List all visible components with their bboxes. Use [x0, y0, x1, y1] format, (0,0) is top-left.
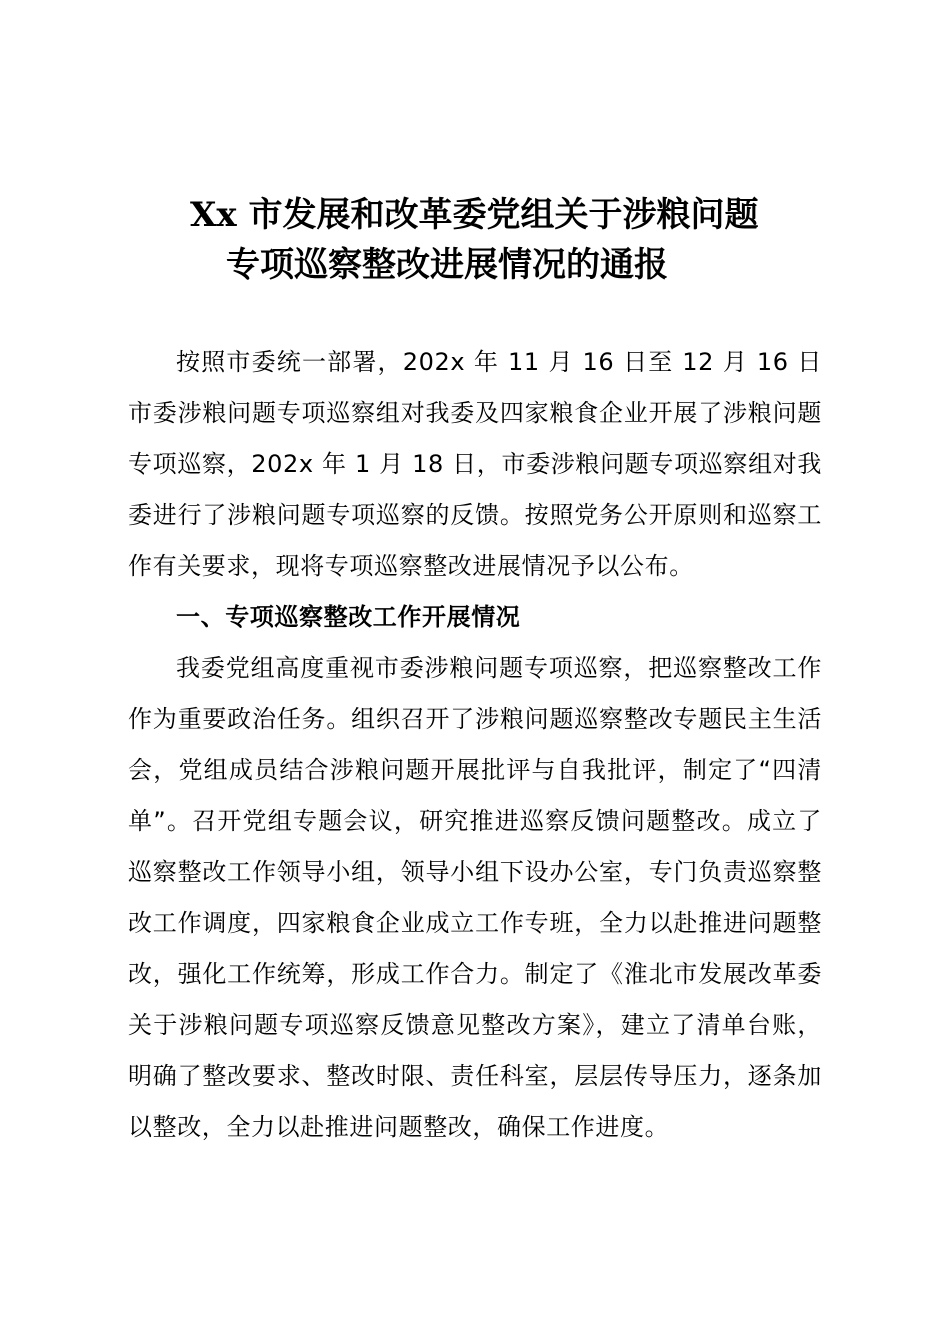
- intro-paragraph: 按照市委统一部署，202x 年 11 月 16 日至 12 月 16 日市委涉粮问题专项巡察组对我委及四家粮食企业开展了涉粮问题专项巡察，202x 年 1 月 18 日，市委涉粮问题专项巡察组对我委进行了涉粮问题专项巡察的反馈。按照党务公开原则和巡察工作有关要求，现将专项巡察整改进展情况予以公布。: [128, 348, 822, 580]
- title-line-1: Xx 市发展和改革委党组关于涉粮问题: [190, 195, 759, 235]
- document-title: [128, 190, 822, 290]
- section-1-paragraph: 我委党组高度重视市委涉粮问题专项巡察，把巡察整改工作作为重要政治任务。组织召开了涉粮问题巡察整改专题民主生活会，党组成员结合涉粮问题开展批评与自我批评，制定了“四清单”。召开党组专题会议，研究推进巡察反馈问题整改。成立了巡察整改工作领导小组，领导小组下设办公室，专门负责巡察整改工作调度，四家粮食企业成立工作专班，全力以赴推进问题整改，强化工作统筹，形成工作合力。制定了《淮北市发展改革委关于涉粮问题专项巡察反馈意见整改方案》，建立了清单台账，明确了整改要求、整改时限、责任科室，层层传导压力，逐条加以整改，全力以赴推进问题整改，确保工作进度。: [128, 654, 822, 1141]
- section-heading-1: 一、专项巡察整改工作开展情况: [176, 603, 521, 631]
- title-line-2: 专项巡察整改进展情况的通报: [226, 245, 668, 285]
- document-body: [128, 337, 822, 1153]
